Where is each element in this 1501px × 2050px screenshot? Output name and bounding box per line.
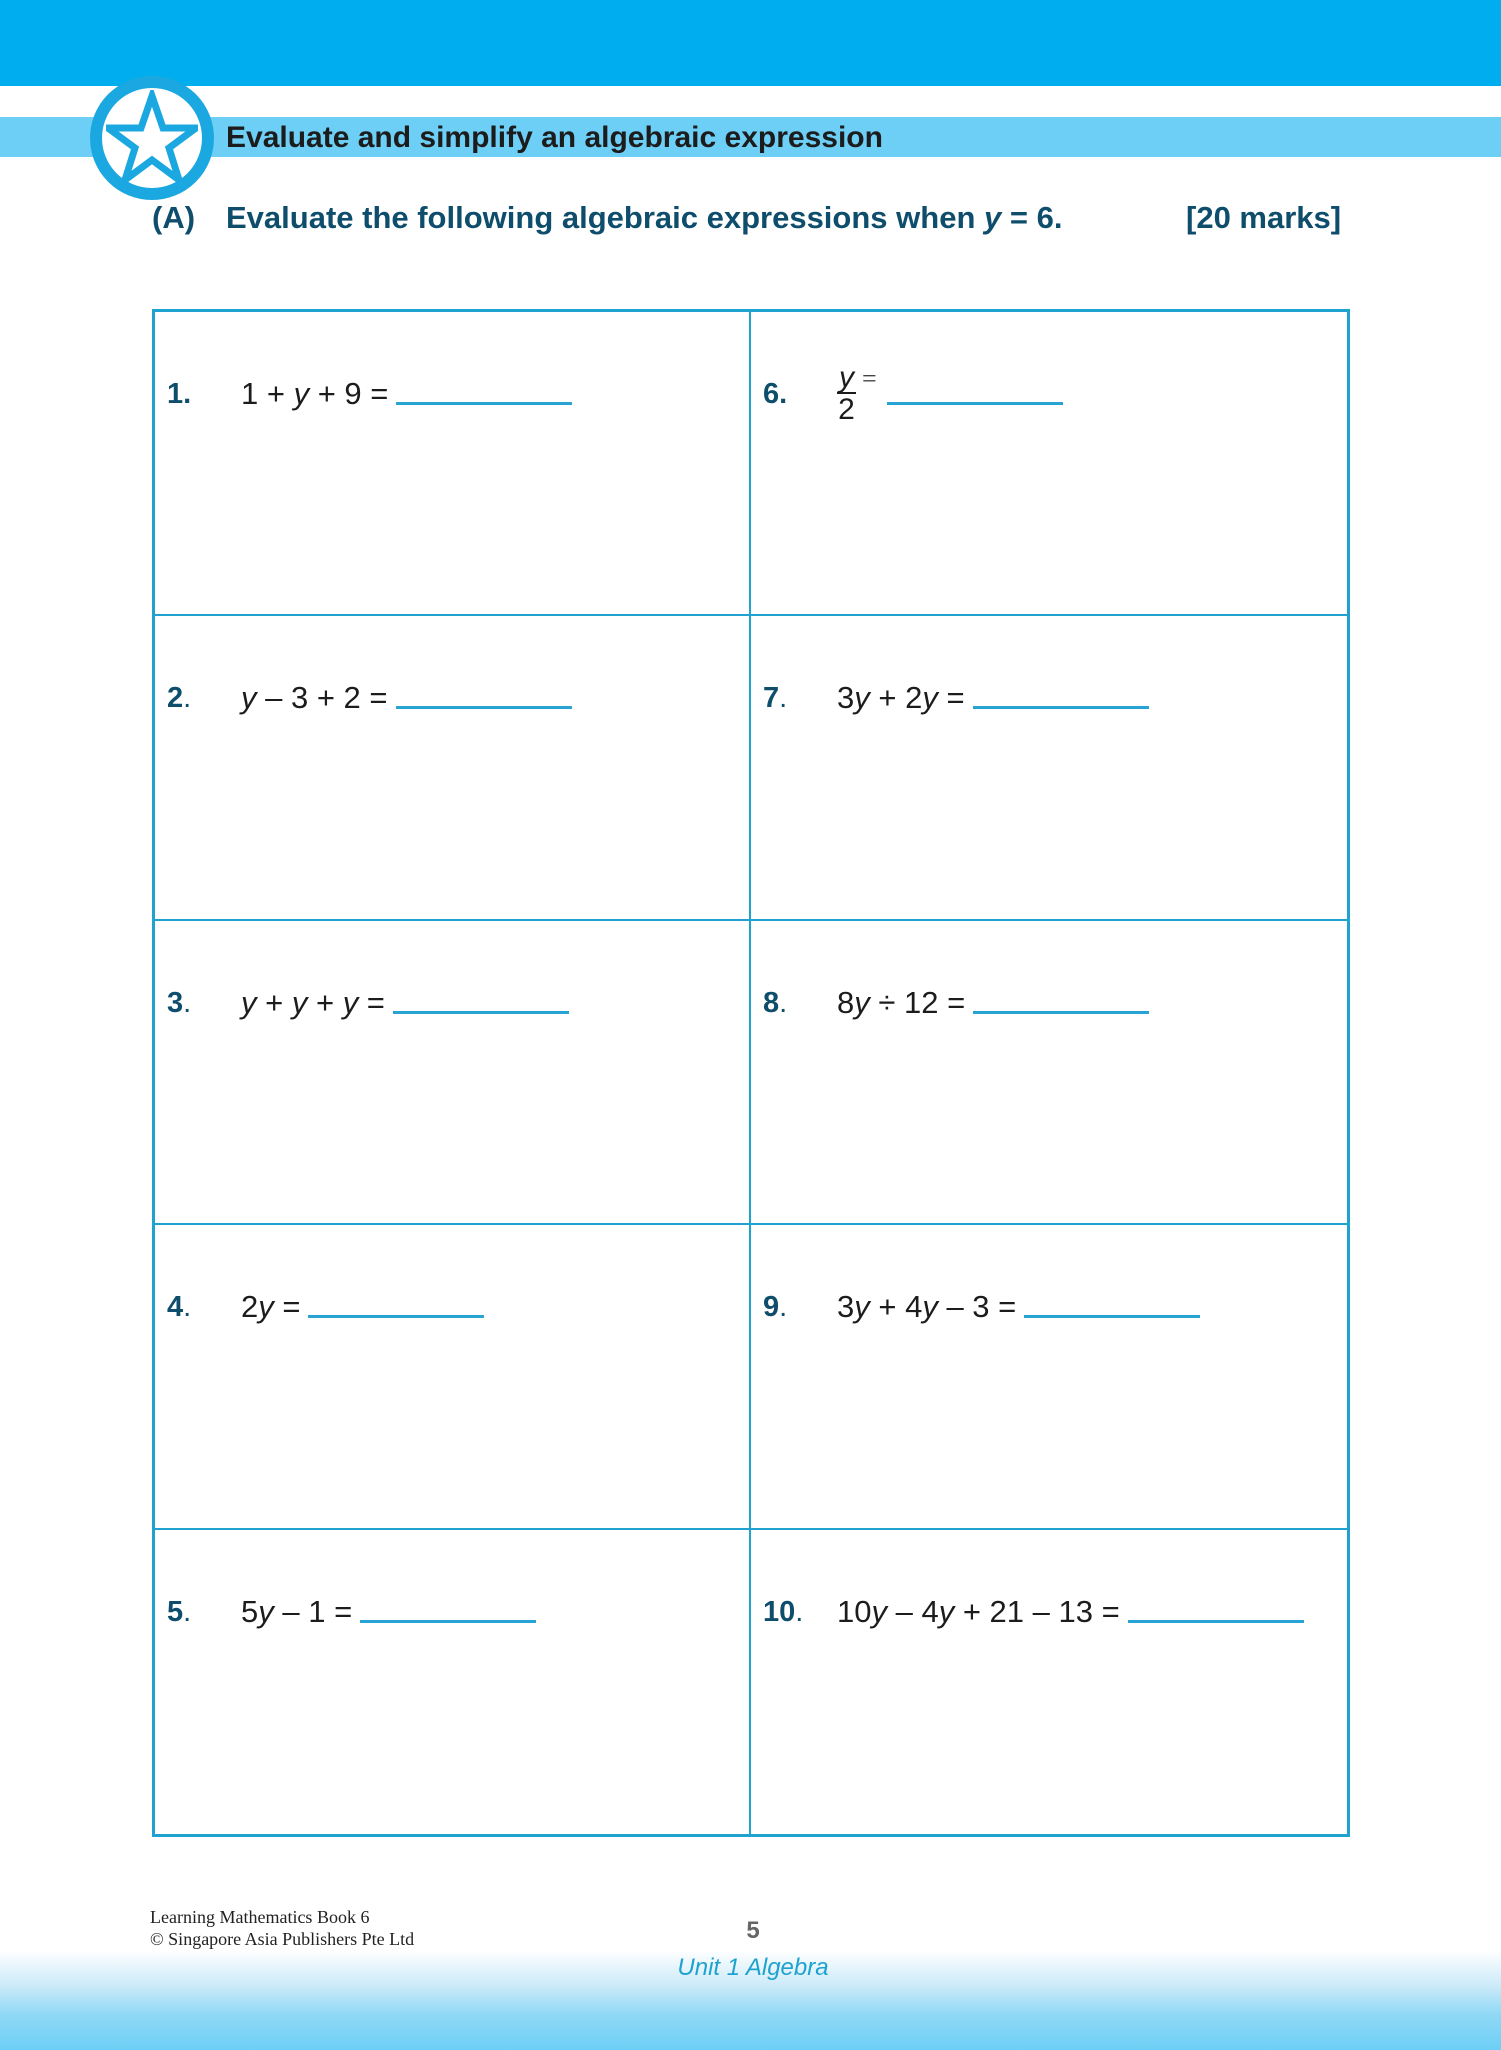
question-number xyxy=(763,682,837,714)
instruction-label: (A) xyxy=(152,200,196,235)
variable: y xyxy=(938,1593,955,1629)
question-number xyxy=(763,1596,837,1628)
question-grid xyxy=(152,309,1350,1837)
expression-text: 1 + xyxy=(241,376,294,411)
question-cell xyxy=(751,312,1347,616)
expression-text: 3 xyxy=(837,680,855,716)
answer-blank[interactable] xyxy=(360,1620,536,1623)
fraction xyxy=(837,361,856,426)
answer-blank[interactable] xyxy=(1024,1315,1200,1318)
unit-label: Unit 1 Algebra xyxy=(677,1954,829,1981)
marks-label: [20 marks] xyxy=(1186,200,1342,235)
question-number-value: 9 xyxy=(763,1291,780,1324)
question-number-dot: . xyxy=(779,1291,788,1324)
question-line xyxy=(763,979,1149,1019)
answer-blank[interactable] xyxy=(308,1315,484,1318)
expression-text: – 3 + 2 = xyxy=(256,680,388,716)
question-line xyxy=(763,674,1149,714)
question-number xyxy=(167,378,241,410)
question-cell xyxy=(751,1225,1347,1529)
question-number-value: 7 xyxy=(763,682,780,715)
expression-text: 3 xyxy=(837,1289,855,1325)
variable: y xyxy=(922,680,938,716)
expression-text: – 4 xyxy=(886,1593,939,1629)
variable: y xyxy=(293,376,310,411)
fraction-numerator: y xyxy=(839,361,854,394)
instruction-text-after: = 6. xyxy=(1001,200,1063,235)
question-expression xyxy=(241,984,385,1020)
question-line xyxy=(167,370,572,410)
question-number-dot: . xyxy=(183,1595,192,1628)
star-badge xyxy=(90,76,214,200)
question-number-value: 6 xyxy=(763,378,780,410)
question-expression xyxy=(837,348,879,426)
equals-sign: = xyxy=(862,364,877,394)
footer-book-info xyxy=(150,1906,414,1950)
question-cell xyxy=(155,1225,751,1529)
variable: y xyxy=(854,680,870,716)
question-number xyxy=(167,1291,241,1323)
question-number xyxy=(763,987,837,1019)
question-line xyxy=(763,361,1063,426)
question-number-dot: . xyxy=(183,682,192,715)
question-expression xyxy=(241,682,388,714)
question-number-value: 1 xyxy=(167,378,184,410)
answer-blank[interactable] xyxy=(1128,1620,1304,1623)
question-line xyxy=(763,1588,1304,1628)
answer-blank[interactable] xyxy=(973,1011,1149,1014)
question-number-value: 2 xyxy=(167,682,184,715)
expression-text: + 2 xyxy=(869,680,923,716)
variable: y xyxy=(854,984,870,1020)
question-expression xyxy=(837,1593,1120,1629)
variable: y xyxy=(258,1593,274,1629)
question-expression xyxy=(837,984,966,1020)
star-icon xyxy=(106,90,198,186)
question-cell xyxy=(155,616,751,920)
expression-text: + 4 xyxy=(869,1289,923,1325)
question-number xyxy=(167,1596,241,1628)
answer-blank[interactable] xyxy=(393,1011,569,1014)
question-number xyxy=(763,378,837,410)
question-number-dot: . xyxy=(779,682,788,715)
instruction-text-before: Evaluate the following algebraic expressions when xyxy=(226,200,984,235)
variable: y xyxy=(871,1593,887,1629)
question-number-value: 4 xyxy=(167,1291,184,1324)
question-expression xyxy=(241,378,388,410)
variable: y xyxy=(241,680,257,716)
question-cell xyxy=(155,921,751,1225)
top-color-band xyxy=(0,0,1501,86)
question-number-dot: . xyxy=(183,986,192,1019)
question-number-value: 3 xyxy=(167,986,184,1019)
answer-blank[interactable] xyxy=(887,402,1063,405)
question-number-dot: . xyxy=(795,1595,804,1628)
expression-text: – 3 = xyxy=(937,1289,1017,1325)
instruction-text xyxy=(226,198,1062,238)
expression-text: = xyxy=(937,680,965,716)
variable: y xyxy=(342,984,359,1020)
question-expression xyxy=(837,682,965,714)
fraction-denominator: 2 xyxy=(838,393,855,426)
expression-text: + 9 = xyxy=(309,376,389,411)
question-number xyxy=(167,987,241,1019)
question-expression xyxy=(241,1593,353,1629)
question-cell xyxy=(751,1530,1347,1834)
expression-text: + xyxy=(256,984,292,1020)
answer-blank[interactable] xyxy=(396,402,572,405)
answer-blank[interactable] xyxy=(973,706,1149,709)
question-line xyxy=(167,1283,484,1323)
answer-blank[interactable] xyxy=(396,706,572,709)
expression-text: = xyxy=(358,984,385,1020)
question-expression xyxy=(241,1291,300,1323)
question-number-dot: . xyxy=(779,986,788,1019)
instruction-variable: y xyxy=(984,200,1002,235)
question-expression xyxy=(837,1291,1016,1323)
variable: y xyxy=(854,1289,870,1325)
question-number-value: 10 xyxy=(763,1595,796,1628)
question-line xyxy=(167,674,572,714)
expression-text: – 1 = xyxy=(273,1593,353,1629)
variable: y xyxy=(922,1289,938,1325)
expression-text: = xyxy=(273,1289,301,1325)
question-cell xyxy=(155,312,751,616)
question-cell xyxy=(155,1530,751,1834)
page-number: 5 xyxy=(746,1917,760,1944)
question-line xyxy=(763,1283,1200,1323)
question-number-value: 8 xyxy=(763,986,780,1019)
variable: y xyxy=(291,984,308,1020)
expression-text: 10 xyxy=(837,1593,872,1629)
question-number-dot: . xyxy=(183,1291,192,1324)
question-number-value: 5 xyxy=(167,1595,184,1628)
variable: y xyxy=(241,984,257,1020)
question-number-dot: . xyxy=(183,378,192,410)
question-line xyxy=(167,1588,536,1628)
question-cell xyxy=(751,616,1347,920)
variable: y xyxy=(258,1289,274,1325)
book-title: Learning Mathematics Book 6 xyxy=(150,1907,370,1927)
expression-text: 2 xyxy=(241,1289,259,1325)
question-number xyxy=(763,1291,837,1323)
expression-text: + xyxy=(307,984,343,1020)
expression-text: ÷ 12 = xyxy=(869,984,966,1020)
expression-text: 8 xyxy=(837,984,855,1020)
question-cell xyxy=(751,921,1347,1225)
question-number xyxy=(167,682,241,714)
section-title: Evaluate and simplify an algebraic expression xyxy=(226,121,883,154)
expression-text: 5 xyxy=(241,1593,259,1629)
expression-text: + 21 – 13 = xyxy=(954,1593,1120,1629)
question-line xyxy=(167,979,569,1019)
copyright: © Singapore Asia Publishers Pte Ltd xyxy=(150,1929,415,1949)
question-number-dot: . xyxy=(779,378,788,410)
